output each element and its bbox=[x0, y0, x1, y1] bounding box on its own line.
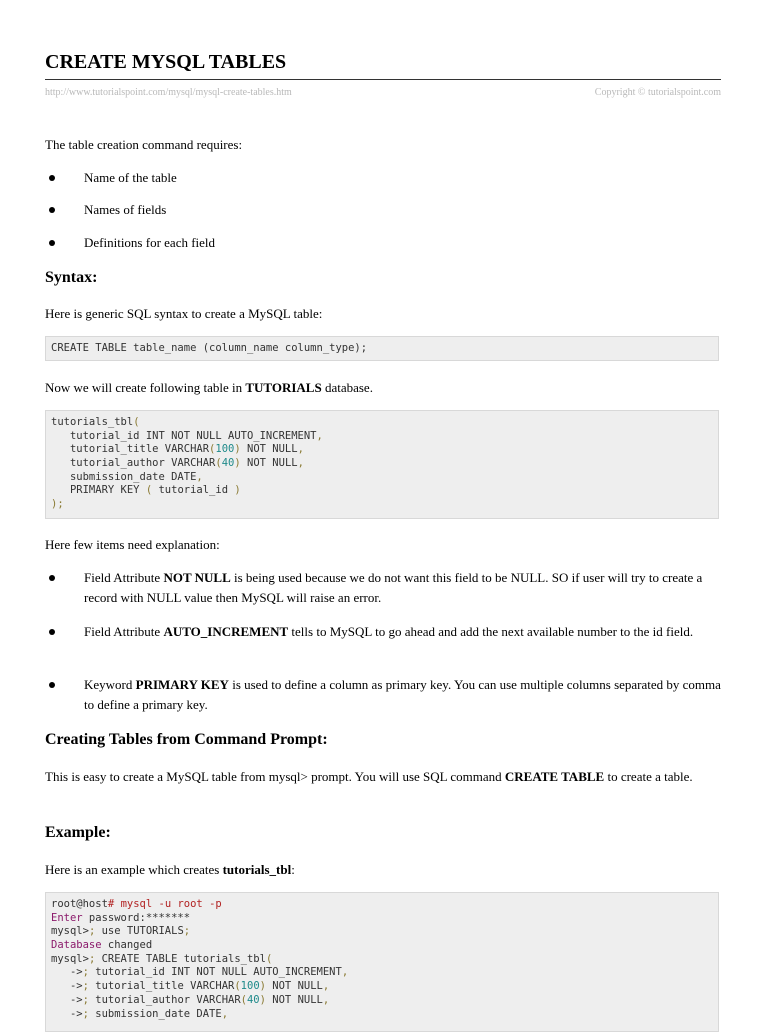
code-line: tutorial_title VARCHAR(100) NOT NULL, bbox=[51, 443, 304, 456]
syntax-paragraph: Here is generic SQL syntax to create a MySQL table: bbox=[45, 306, 323, 321]
syntax-heading: Syntax: bbox=[45, 269, 98, 286]
page-title: CREATE MYSQL TABLES bbox=[45, 51, 287, 73]
code-line: tutorials_tbl( bbox=[51, 416, 140, 428]
code-line: ->; tutorial_id INT NOT NULL AUTO_INCREMENT, bbox=[51, 966, 349, 979]
copyright-notice: Copyright © tutorialspoint.com bbox=[594, 87, 721, 98]
example-paragraph: Here is an example which creates tutorials_tbl: bbox=[45, 862, 295, 877]
title-divider bbox=[45, 79, 721, 80]
now-paragraph: Now we will create following table in TUTORIALS database. bbox=[45, 380, 373, 395]
list-item: Names of fields bbox=[67, 200, 721, 220]
list-item: Definitions for each field bbox=[67, 233, 721, 253]
syntax-code-block bbox=[45, 336, 719, 361]
code-line: submission_date DATE, bbox=[51, 470, 203, 483]
bullet-icon bbox=[49, 629, 55, 635]
cmd-paragraph: This is easy to create a MySQL table from mysql> prompt. You will use SQL command CREATE TABLE to create a table. bbox=[45, 769, 693, 784]
explanation-intro: Here few items need explanation: bbox=[45, 537, 220, 552]
table-code-block bbox=[45, 410, 719, 519]
bullet-icon bbox=[49, 682, 55, 688]
code-line: tutorial_id INT NOT NULL AUTO_INCREMENT, bbox=[51, 429, 323, 442]
source-url-link[interactable]: http://www.tutorialspoint.com/mysql/mysql-create-tables.htm bbox=[45, 87, 292, 98]
bullet-icon bbox=[49, 240, 55, 246]
bullet-icon bbox=[49, 575, 55, 581]
example-heading: Example: bbox=[45, 824, 111, 841]
cmd-heading: Creating Tables from Command Prompt: bbox=[45, 731, 328, 748]
code-line: PRIMARY KEY ( tutorial_id ) bbox=[51, 484, 241, 497]
example-code-block bbox=[45, 892, 719, 1032]
list-item: Field Attribute NOT NULL is being used because we do not want this field to be NULL. SO if user will try to create a record with NULL value then MySQL will raise an error. bbox=[67, 568, 721, 608]
code-line: Database changed bbox=[51, 939, 153, 952]
bullet-icon bbox=[49, 175, 55, 181]
code-line: Enter password:******* bbox=[51, 911, 191, 924]
code-line: mysql>; CREATE TABLE tutorials_tbl( bbox=[51, 952, 273, 965]
bullet-icon bbox=[49, 207, 55, 213]
code-line: mysql>; use TUTORIALS; bbox=[51, 925, 191, 938]
list-item: Name of the table bbox=[67, 168, 721, 188]
intro-paragraph: The table creation command requires: bbox=[45, 137, 243, 152]
code-line: ->; submission_date DATE, bbox=[51, 1007, 229, 1020]
code-line: ->; tutorial_title VARCHAR(100) NOT NULL, bbox=[51, 980, 330, 993]
code-line: root@host# mysql -u root -p bbox=[51, 898, 222, 910]
list-item: Field Attribute AUTO_INCREMENT tells to MySQL to go ahead and add the next available number to the id field. bbox=[67, 622, 721, 642]
code-line: tutorial_author VARCHAR(40) NOT NULL, bbox=[51, 457, 304, 470]
code-line: CREATE TABLE table_name (column_name column_type); bbox=[51, 342, 368, 354]
code-line: ->; tutorial_author VARCHAR(40) NOT NULL, bbox=[51, 993, 330, 1006]
code-line: ); bbox=[51, 498, 64, 511]
list-item: Keyword PRIMARY KEY is used to define a column as primary key. You can use multiple columns separated by comma to define a primary key. bbox=[67, 675, 721, 715]
